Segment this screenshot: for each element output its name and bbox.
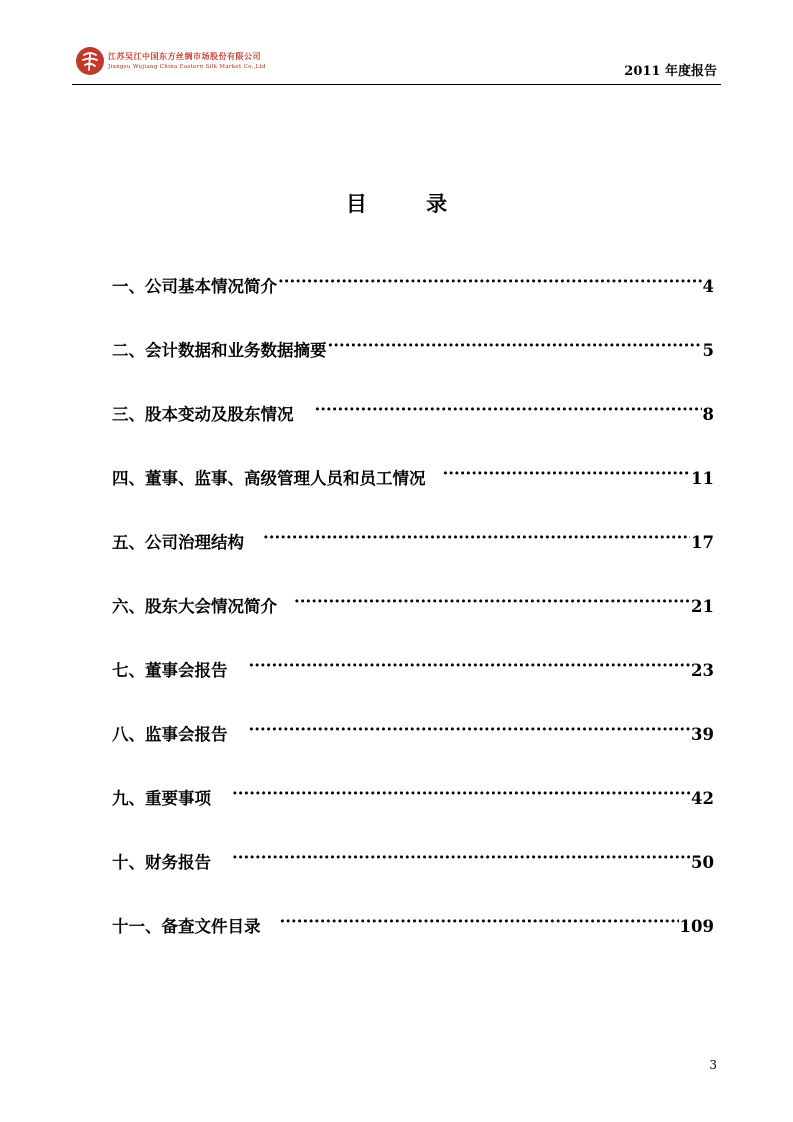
- toc-item[interactable]: [112, 400, 714, 464]
- toc-dot-leader: [278, 272, 702, 292]
- toc-item-page: 8: [702, 405, 714, 424]
- toc-item-page: 4: [702, 277, 714, 296]
- company-name-en: Jiangsu Wujiang China Eastern Silk Market Co.,Ltd: [108, 64, 266, 70]
- toc-item[interactable]: [112, 912, 714, 976]
- toc-dot-leader: [315, 400, 702, 420]
- toc-item-label: 一、公司基本情况简介: [112, 277, 277, 296]
- toc-dot-leader: [328, 336, 702, 356]
- toc-item-page: 5: [702, 341, 714, 360]
- toc-item[interactable]: [112, 656, 714, 720]
- page-header: [72, 42, 721, 85]
- toc-item[interactable]: [112, 528, 714, 592]
- toc-item[interactable]: [112, 592, 714, 656]
- toc-dot-leader: [249, 656, 691, 676]
- toc-dot-leader: [263, 528, 690, 548]
- toc-item-label: 四、董事、监事、高级管理人员和员工情况: [112, 469, 426, 488]
- toc-dot-leader: [443, 464, 691, 484]
- toc-item[interactable]: [112, 720, 714, 784]
- toc-item-label: 十、财务报告: [112, 853, 211, 872]
- toc-item[interactable]: [112, 784, 714, 848]
- table-of-contents: [112, 272, 714, 976]
- toc-item-label: 三、股本变动及股东情况: [112, 405, 294, 424]
- toc-item-label: 七、董事会报告: [112, 661, 228, 680]
- toc-dot-leader: [249, 720, 691, 740]
- toc-item-page: 50: [691, 853, 714, 872]
- toc-item-page: 11: [691, 469, 714, 488]
- toc-item-page: 21: [691, 597, 714, 616]
- toc-item-page: 23: [691, 661, 714, 680]
- page-title: 目 录: [345, 191, 474, 216]
- toc-item[interactable]: [112, 272, 714, 336]
- toc-item[interactable]: [112, 464, 714, 528]
- toc-dot-leader: [232, 848, 690, 868]
- page-number: 3: [709, 1058, 717, 1072]
- toc-item-page: 17: [691, 533, 714, 552]
- toc-item[interactable]: [112, 336, 714, 400]
- toc-item-page: 42: [691, 789, 714, 808]
- toc-item-label: 九、重要事项: [112, 789, 211, 808]
- company-name-cn: 江苏吴江中国东方丝绸市场股份有限公司: [108, 51, 261, 61]
- company-logo-icon: [75, 46, 105, 76]
- toc-item-label: 五、公司治理结构: [112, 533, 244, 552]
- toc-item-label: 八、监事会报告: [112, 725, 228, 744]
- toc-item-label: 二、会计数据和业务数据摘要: [112, 341, 327, 360]
- toc-item-label: 十一、备查文件目录: [112, 917, 261, 936]
- toc-dot-leader: [232, 784, 690, 804]
- toc-item-page: 109: [679, 917, 714, 936]
- report-label: 2011 年度报告: [624, 64, 717, 79]
- toc-item-label: 六、股东大会情况简介: [112, 597, 277, 616]
- toc-item-page: 39: [691, 725, 714, 744]
- toc-dot-leader: [294, 592, 690, 612]
- toc-dot-leader: [280, 912, 679, 932]
- toc-item[interactable]: [112, 848, 714, 912]
